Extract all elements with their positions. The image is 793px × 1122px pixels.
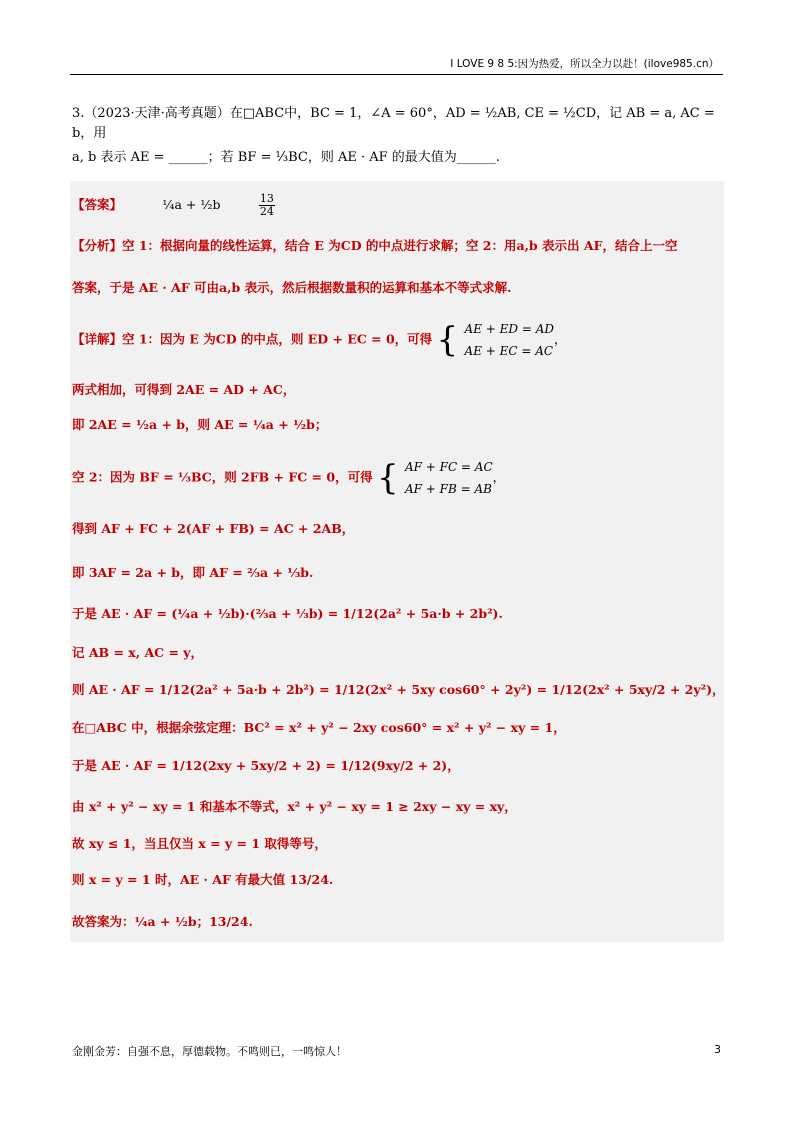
equation-system-2 [405, 456, 493, 500]
footer-motto: 金刚金芳：自强不息，厚德载物。不鸣则已，一鸣惊人！ [72, 1045, 347, 1058]
page-footer [72, 1043, 721, 1059]
equation-system-1 [465, 318, 554, 362]
answer-value-2 [259, 193, 275, 218]
question-line-2: a, b 表示 AE = ______；若 BF = ⅓BC，则 AE · AF 的最大值为______. [72, 150, 500, 165]
detail-line-1-text: 【详解】空 1：因为 E 为CD 的中点，则 ED + EC = 0，可得 [72, 331, 433, 347]
answer-value-2-den: 24 [259, 205, 274, 218]
detail-line-14: 则 x = y = 1 时，AE · AF 有最大值 13/24. [72, 872, 334, 887]
detail-line-11: 于是 AE · AF = 1/12(2xy + 5xy/2 + 2) = 1/12(9xy/2 + 2)， [72, 758, 460, 773]
page-header [70, 56, 723, 75]
detail-line-15: 故答案为：¼a + ½b；13/24. [72, 914, 253, 929]
detail-line-2: 两式相加，可得到 2AE = AD + AC， [72, 382, 296, 397]
system-1-top: AE + ED = AD [464, 322, 554, 336]
page-number: 3 [714, 1043, 721, 1056]
detail-line-10: 在□ABC 中，根据余弦定理：BC² = x² + y² − 2xy cos60° = x² + y² − xy = 1， [72, 720, 566, 735]
detail-line-4: 空 2：因为 BF = ⅓BC，则 2FB + FC = 0，可得 { AF + FC = AC AF + FB = AB ， [72, 458, 506, 498]
detail-line-5: 得到 AF + FC + 2(AF + FB) = AC + 2AB， [72, 521, 355, 536]
header-text: I LOVE 9 8 5:因为热爱，所以全力以赴！(ilove985.cn） [450, 58, 719, 70]
detail-line-12: 由 x² + y² − xy = 1 和基本不等式，x² + y² − xy = 1 ≥ 2xy − xy = xy， [72, 799, 517, 814]
analysis-line-1: 【分析】空 1：根据向量的线性运算，结合 E 为CD 的中点进行求解；空 2：用a,b 表示出 AF，结合上一空 [72, 238, 678, 253]
question-line-1: 3.（2023·天津·高考真题）在□ABC中，BC = 1，∠A = 60°，AD = ½AB, CE = ½CD，记 AB = a, AC = b，用 [72, 106, 715, 141]
system-2-top: AF + FC = AC [404, 460, 493, 474]
answer-value-1: ¼a + ½b [162, 197, 221, 212]
system-2-bottom: AF + FB = AB [404, 482, 492, 496]
detail-line-3: 即 2AE = ½a + b，则 AE = ¼a + ½b； [72, 417, 328, 432]
detail-line-9: 则 AE · AF = 1/12(2a² + 5a·b + 2b²) = 1/12(2x² + 5xy cos60° + 2y²) = 1/12(2x² + 5xy/2 + 2y²)， [72, 682, 725, 697]
analysis-line-2: 答案，于是 AE · AF 可由a,b 表示，然后根据数量积的运算和基本不等式求解. [72, 280, 512, 295]
detail-line-1: 【详解】空 1：因为 E 为CD 的中点，则 ED + EC = 0，可得 { AE + ED = AD AE + EC = AC ， [72, 320, 567, 360]
detail-line-8: 记 AB = x, AC = y， [72, 645, 204, 660]
answer-label: 【答案】 [72, 197, 123, 212]
detail-line-13: 故 xy ≤ 1，当且仅当 x = y = 1 取得等号， [72, 836, 327, 851]
left-brace: { [436, 320, 459, 360]
system-1-bottom: AE + EC = AC [464, 344, 554, 358]
answer-line [72, 193, 276, 218]
detail-line-7: 于是 AE · AF = (¼a + ½b)·(⅔a + ⅓b) = 1/12(2a² + 5a·b + 2b²). [72, 606, 503, 621]
left-brace: { [376, 458, 399, 498]
detail-line-4-text: 空 2：因为 BF = ⅓BC，则 2FB + FC = 0，可得 [72, 469, 373, 485]
detail-line-6: 即 3AF = 2a + b，即 AF = ⅔a + ⅓b. [72, 565, 314, 580]
answer-value-2-num: 13 [259, 192, 274, 205]
